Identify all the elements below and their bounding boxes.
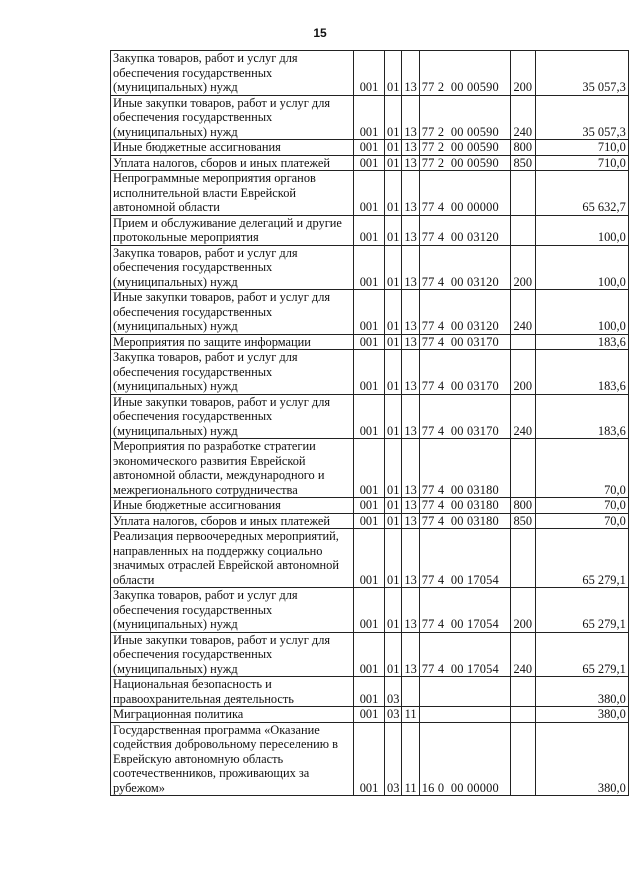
table-row: [111, 95, 629, 140]
row-name-cell: Реализация первоочередных мероприятий, направленных на поддержку социально значимых отраслей Еврейской автономной области: [111, 529, 354, 588]
row-section-code-cell: 01: [385, 394, 402, 439]
row-expense-type-cell: 200: [510, 245, 535, 290]
row-amount-cell: 35 057,3: [535, 51, 628, 96]
row-section-code-cell: 01: [385, 155, 402, 171]
row-org-code-cell: 001: [354, 245, 385, 290]
row-name-cell: Уплата налогов, сборов и иных платежей: [111, 155, 354, 171]
row-target-article-cell: 77 4 00 03180: [419, 439, 510, 498]
row-expense-type-cell: [510, 334, 535, 350]
row-target-article-cell: 77 2 00 00590: [419, 51, 510, 96]
budget-table-body: [111, 51, 629, 796]
row-subsection-code-cell: 13: [402, 350, 419, 395]
row-subsection-code-cell: 13: [402, 394, 419, 439]
row-amount-cell: 100,0: [535, 215, 628, 245]
row-subsection-code-cell: 13: [402, 588, 419, 633]
row-target-article-cell: 77 4 00 03120: [419, 245, 510, 290]
row-amount-cell: 35 057,3: [535, 95, 628, 140]
row-section-code-cell: 01: [385, 95, 402, 140]
row-section-code-cell: 01: [385, 350, 402, 395]
row-subsection-code-cell: 11: [402, 722, 419, 796]
table-row: [111, 632, 629, 677]
row-target-article-cell: 77 2 00 00590: [419, 155, 510, 171]
row-org-code-cell: 001: [354, 51, 385, 96]
row-subsection-code-cell: 13: [402, 215, 419, 245]
table-row: [111, 155, 629, 171]
row-org-code-cell: 001: [354, 95, 385, 140]
table-row: [111, 215, 629, 245]
row-expense-type-cell: 200: [510, 350, 535, 395]
row-amount-cell: 183,6: [535, 350, 628, 395]
row-name-cell: Закупка товаров, работ и услуг для обеспечения государственных (муниципальных) нужд: [111, 350, 354, 395]
row-org-code-cell: 001: [354, 529, 385, 588]
budget-table: [110, 50, 629, 796]
row-org-code-cell: 001: [354, 677, 385, 707]
row-amount-cell: 710,0: [535, 155, 628, 171]
row-org-code-cell: 001: [354, 513, 385, 529]
row-org-code-cell: 001: [354, 334, 385, 350]
row-org-code-cell: 001: [354, 632, 385, 677]
row-amount-cell: 183,6: [535, 394, 628, 439]
row-org-code-cell: 001: [354, 290, 385, 335]
row-expense-type-cell: 240: [510, 290, 535, 335]
table-row: [111, 498, 629, 514]
table-row: [111, 394, 629, 439]
row-subsection-code-cell: 13: [402, 290, 419, 335]
row-name-cell: Прием и обслуживание делегаций и другие протокольные мероприятия: [111, 215, 354, 245]
row-expense-type-cell: 200: [510, 588, 535, 633]
table-row: [111, 722, 629, 796]
table-row: [111, 677, 629, 707]
row-org-code-cell: 001: [354, 155, 385, 171]
row-amount-cell: 710,0: [535, 140, 628, 156]
row-expense-type-cell: [510, 707, 535, 723]
row-section-code-cell: 01: [385, 588, 402, 633]
row-subsection-code-cell: 13: [402, 498, 419, 514]
row-amount-cell: 380,0: [535, 722, 628, 796]
row-name-cell: Мероприятия по разработке стратегии экономического развития Еврейской автономной области, международного и межрегионального сотрудничества: [111, 439, 354, 498]
row-name-cell: Закупка товаров, работ и услуг для обеспечения государственных (муниципальных) нужд: [111, 588, 354, 633]
row-section-code-cell: 03: [385, 722, 402, 796]
row-amount-cell: 65 279,1: [535, 588, 628, 633]
table-row: [111, 51, 629, 96]
row-subsection-code-cell: 13: [402, 529, 419, 588]
row-target-article-cell: 77 4 00 03120: [419, 215, 510, 245]
row-subsection-code-cell: 11: [402, 707, 419, 723]
row-amount-cell: 380,0: [535, 677, 628, 707]
table-row: [111, 707, 629, 723]
row-subsection-code-cell: [402, 677, 419, 707]
row-name-cell: Уплата налогов, сборов и иных платежей: [111, 513, 354, 529]
row-name-cell: Закупка товаров, работ и услуг для обеспечения государственных (муниципальных) нужд: [111, 51, 354, 96]
row-expense-type-cell: 240: [510, 632, 535, 677]
row-target-article-cell: 77 4 00 17054: [419, 529, 510, 588]
row-amount-cell: 65 632,7: [535, 171, 628, 216]
table-row: [111, 334, 629, 350]
row-org-code-cell: 001: [354, 439, 385, 498]
row-expense-type-cell: 850: [510, 513, 535, 529]
table-row: [111, 513, 629, 529]
row-target-article-cell: 77 4 00 03170: [419, 350, 510, 395]
row-amount-cell: 380,0: [535, 707, 628, 723]
row-expense-type-cell: 240: [510, 95, 535, 140]
row-expense-type-cell: [510, 439, 535, 498]
row-amount-cell: 70,0: [535, 513, 628, 529]
row-name-cell: Иные закупки товаров, работ и услуг для обеспечения государственных (муниципальных) нужд: [111, 632, 354, 677]
row-target-article-cell: 16 0 00 00000: [419, 722, 510, 796]
page-number: 15: [313, 26, 327, 40]
row-expense-type-cell: [510, 722, 535, 796]
row-target-article-cell: 77 4 00 03180: [419, 513, 510, 529]
row-subsection-code-cell: 13: [402, 95, 419, 140]
row-expense-type-cell: [510, 171, 535, 216]
row-amount-cell: 65 279,1: [535, 529, 628, 588]
row-org-code-cell: 001: [354, 707, 385, 723]
row-org-code-cell: 001: [354, 588, 385, 633]
table-row: [111, 439, 629, 498]
row-subsection-code-cell: 13: [402, 513, 419, 529]
row-target-article-cell: 77 4 00 17054: [419, 588, 510, 633]
row-subsection-code-cell: 13: [402, 155, 419, 171]
row-name-cell: Государственная программа «Оказание содействия добровольному переселению в Еврейскую автономную область соотечественников, проживающих за рубежом»: [111, 722, 354, 796]
row-name-cell: Национальная безопасность и правоохранительная деятельность: [111, 677, 354, 707]
row-name-cell: Миграционная политика: [111, 707, 354, 723]
row-section-code-cell: 01: [385, 290, 402, 335]
row-target-article-cell: 77 4 00 03120: [419, 290, 510, 335]
row-name-cell: Иные бюджетные ассигнования: [111, 498, 354, 514]
row-target-article-cell: [419, 677, 510, 707]
row-section-code-cell: 03: [385, 677, 402, 707]
row-name-cell: Иные закупки товаров, работ и услуг для обеспечения государственных (муниципальных) нужд: [111, 394, 354, 439]
row-section-code-cell: 01: [385, 51, 402, 96]
row-subsection-code-cell: 13: [402, 51, 419, 96]
row-subsection-code-cell: 13: [402, 439, 419, 498]
table-row: [111, 529, 629, 588]
row-expense-type-cell: [510, 677, 535, 707]
row-section-code-cell: 01: [385, 245, 402, 290]
row-section-code-cell: 01: [385, 513, 402, 529]
row-subsection-code-cell: 13: [402, 632, 419, 677]
row-section-code-cell: 01: [385, 171, 402, 216]
row-org-code-cell: 001: [354, 140, 385, 156]
row-name-cell: Иные закупки товаров, работ и услуг для обеспечения государственных (муниципальных) нужд: [111, 95, 354, 140]
row-section-code-cell: 01: [385, 529, 402, 588]
row-org-code-cell: 001: [354, 498, 385, 514]
row-expense-type-cell: [510, 529, 535, 588]
table-row: [111, 245, 629, 290]
row-org-code-cell: 001: [354, 350, 385, 395]
row-org-code-cell: 001: [354, 215, 385, 245]
row-name-cell: Иные бюджетные ассигнования: [111, 140, 354, 156]
row-amount-cell: 65 279,1: [535, 632, 628, 677]
row-name-cell: Закупка товаров, работ и услуг для обеспечения государственных (муниципальных) нужд: [111, 245, 354, 290]
row-expense-type-cell: 800: [510, 140, 535, 156]
row-name-cell: Мероприятия по защите информации: [111, 334, 354, 350]
row-target-article-cell: 77 2 00 00590: [419, 140, 510, 156]
row-section-code-cell: 01: [385, 215, 402, 245]
row-org-code-cell: 001: [354, 722, 385, 796]
row-section-code-cell: 01: [385, 140, 402, 156]
row-expense-type-cell: [510, 215, 535, 245]
row-target-article-cell: 77 4 00 03170: [419, 334, 510, 350]
row-section-code-cell: 01: [385, 632, 402, 677]
row-amount-cell: 183,6: [535, 334, 628, 350]
row-expense-type-cell: 240: [510, 394, 535, 439]
row-target-article-cell: 77 4 00 00000: [419, 171, 510, 216]
table-row: [111, 290, 629, 335]
row-expense-type-cell: 850: [510, 155, 535, 171]
row-section-code-cell: 01: [385, 498, 402, 514]
row-section-code-cell: 03: [385, 707, 402, 723]
row-target-article-cell: 77 2 00 00590: [419, 95, 510, 140]
row-section-code-cell: 01: [385, 334, 402, 350]
row-subsection-code-cell: 13: [402, 245, 419, 290]
row-target-article-cell: 77 4 00 03170: [419, 394, 510, 439]
row-amount-cell: 100,0: [535, 245, 628, 290]
row-expense-type-cell: 800: [510, 498, 535, 514]
row-target-article-cell: [419, 707, 510, 723]
table-row: [111, 140, 629, 156]
row-section-code-cell: 01: [385, 439, 402, 498]
row-org-code-cell: 001: [354, 394, 385, 439]
table-row: [111, 350, 629, 395]
row-subsection-code-cell: 13: [402, 334, 419, 350]
row-name-cell: Непрограммные мероприятия органов исполнительной власти Еврейской автономной области: [111, 171, 354, 216]
row-subsection-code-cell: 13: [402, 171, 419, 216]
row-target-article-cell: 77 4 00 03180: [419, 498, 510, 514]
table-row: [111, 588, 629, 633]
row-target-article-cell: 77 4 00 17054: [419, 632, 510, 677]
row-amount-cell: 70,0: [535, 498, 628, 514]
row-amount-cell: 100,0: [535, 290, 628, 335]
row-expense-type-cell: 200: [510, 51, 535, 96]
row-amount-cell: 70,0: [535, 439, 628, 498]
row-subsection-code-cell: 13: [402, 140, 419, 156]
row-org-code-cell: 001: [354, 171, 385, 216]
table-row: [111, 171, 629, 216]
row-name-cell: Иные закупки товаров, работ и услуг для обеспечения государственных (муниципальных) нужд: [111, 290, 354, 335]
